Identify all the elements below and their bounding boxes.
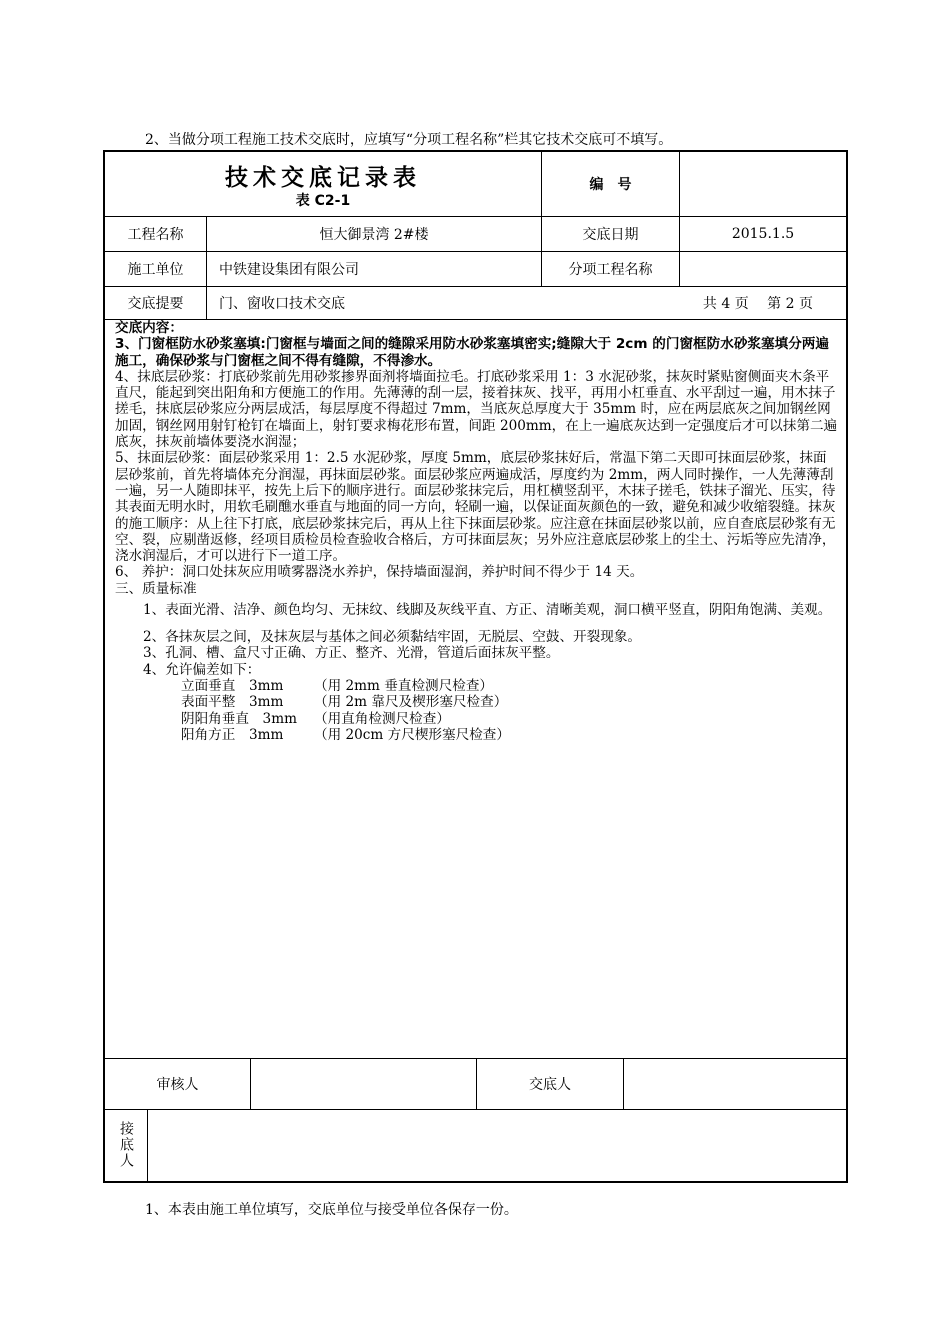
content-item-4: 4、抹底层砂浆：打底砂浆前先用砂浆掺界面剂将墙面拉毛。打底砂浆采用 1：3 水泥砂浆，抹灰时紧贴窗侧面夹木条平直尺，能起到突出阳角和方便施工的作用。先薄薄的刮一层，接着抹灰、找平，再用小杠垂直、水平刮过一遍，用木抹子搓毛，抹底层砂浆应分两层成活，每层厚度不得超过 7mm，当底灰总厚度大于 35mm 时，应在两层底灰之间加钢丝网加固，钢丝网用射钉枪钉在墙面上，射钉要求梅花形布置，间距 200mm，在上一遍底灰达到一定强度后才可以抹第二遍底灰，抹灰前墙体要浇水润湿； xyxy=(115,368,838,451)
tolerance-method: （用 2m 靠尺及楔形塞尺检查） xyxy=(314,694,508,711)
section-quality-heading: 三、质量标准 xyxy=(115,580,197,597)
contractor-value[interactable]: 中铁建设集团有限公司 xyxy=(206,251,541,286)
tolerance-row xyxy=(115,711,838,727)
tolerance-row xyxy=(115,694,838,710)
subproject-label: 分项工程名称 xyxy=(541,251,679,286)
project-row xyxy=(105,216,846,252)
reviewer-field[interactable] xyxy=(250,1059,476,1109)
presenter-field[interactable] xyxy=(623,1059,846,1109)
tolerance-item: 阴阳角垂直 3mm xyxy=(181,710,297,727)
tolerance-row xyxy=(115,678,838,694)
tolerance-item: 阳角方正 3mm xyxy=(181,726,284,743)
content-heading: 交底内容： xyxy=(115,320,183,336)
form-title: 技术交底记录表 xyxy=(225,164,421,191)
presenter-label: 交底人 xyxy=(476,1059,623,1109)
form-code: 表 C2-1 xyxy=(295,192,351,209)
subproject-value[interactable] xyxy=(679,251,846,286)
content-item-5: 5、抹面层砂浆：面层砂浆采用 1：2.5 水泥砂浆，厚度 5mm，底层砂浆抹好后，常温下第二天即可抹面层砂浆，抹面层砂浆前，首先将墙体充分润湿，再抹面层砂浆。面层砂浆应两遍成活，厚度约为 2mm，两人同时操作，一人先薄薄刮一遍，另一人随即抹平，按先上后下的顺序进行。面层砂浆抹完后，用杠横竖刮平，木抹子搓毛，铁抹子溜光、压实，待其表面无明水时，用软毛刷醮水垂直与地面的同一方向，轻刷一遍，以保证面灰颜色的一致，避免和减少收缩裂缝。抹灰的施工顺序：从上往下打底，底层砂浆抹完后，再从上往下抹面层砂浆。应注意在抹面层砂浆以前，应自查底层砂浆有无空、裂，应剔凿返修，经项目质检员检查验收合格后，方可抹面层灰；另外应注意底层砂浆上的尘土、污垢等应先清净，浇水润湿后，才可以进行下一道工序。 xyxy=(115,450,836,565)
quality-item-3: 3、孔洞、槽、盒尺寸正确、方正、整齐、光滑，管道后面抹灰平整。 xyxy=(143,645,560,662)
project-name-label: 工程名称 xyxy=(127,226,184,243)
date-value[interactable]: 2015.1.5 xyxy=(679,216,846,251)
tolerance-method: （用 2mm 垂直检测尺检查） xyxy=(314,677,494,694)
record-form xyxy=(103,150,848,1183)
contractor-label: 施工单位 xyxy=(127,261,184,278)
page-count: 共 4 页 第 2 页 xyxy=(702,295,813,312)
top-note: 2、当做分项工程施工技术交底时，应填写“分项工程名称”栏其它技术交底可不填写。 xyxy=(145,132,673,148)
header-row xyxy=(105,152,846,217)
receiver-label: 接底人 xyxy=(118,1121,134,1169)
tolerance-item: 立面垂直 3mm xyxy=(181,677,284,694)
quality-item-2: 2、各抹灰层之间，及抹灰层与基体之间必须黏结牢固，无脱层、空鼓、开裂现象。 xyxy=(143,629,642,646)
date-label: 交底日期 xyxy=(541,216,679,251)
tolerance-item: 表面平整 3mm xyxy=(181,694,284,711)
content-item-6: 6、 养护：洞口处抹灰应用喷雾器浇水养护，保持墙面湿润，养护时间不得少于 14 天。 xyxy=(115,564,644,581)
number-label: 编 号 xyxy=(541,152,679,216)
content-body xyxy=(115,320,838,743)
tolerance-method: （用 20cm 方尺楔形塞尺检查） xyxy=(314,726,510,743)
content-item-3: 3、门窗框防水砂浆塞填:门窗框与墙面之间的缝隙采用防水砂浆塞填密实;缝隙大于 2cm 的门窗框防水砂浆塞填分两遍施工，确保砂浆与门窗框之间不得有缝隙，不得渗水。 xyxy=(115,336,829,369)
receiver-row xyxy=(105,1109,846,1181)
signature-row xyxy=(105,1058,846,1110)
quality-item-1: 1、表面光滑、洁净、颜色均匀、无抹纹、线脚及灰线平直、方正、清晰美观，洞口横平竖直，阴阳角饱满、美观。 xyxy=(143,602,832,619)
project-name-value[interactable]: 恒大御景湾 2#楼 xyxy=(206,216,541,251)
title-block xyxy=(105,152,541,216)
reviewer-label: 审核人 xyxy=(156,1077,199,1093)
tolerance-method: （用直角检测尺检查） xyxy=(314,710,450,727)
contractor-row xyxy=(105,251,846,287)
summary-label: 交底提要 xyxy=(127,295,184,312)
number-field[interactable] xyxy=(679,152,846,216)
tolerance-row xyxy=(115,727,838,743)
summary-row xyxy=(105,286,846,320)
quality-item-4: 4、允许偏差如下： xyxy=(143,661,261,678)
bottom-note: 1、本表由施工单位填写，交底单位与接受单位各保存一份。 xyxy=(145,1202,518,1218)
summary-value[interactable]: 门、窗收口技术交底 xyxy=(206,286,846,319)
receiver-field[interactable] xyxy=(147,1109,846,1181)
